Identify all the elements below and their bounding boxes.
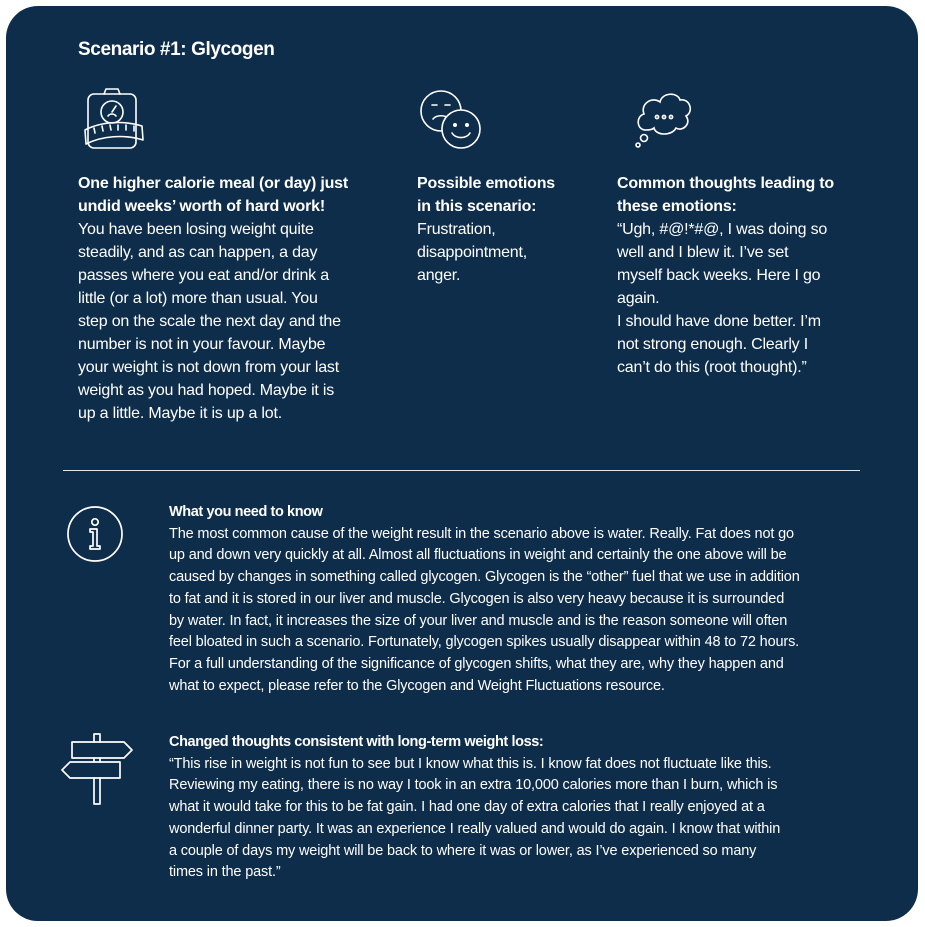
scenario-title: Scenario #1: Glycogen bbox=[78, 39, 275, 60]
scenario-heading: One higher calorie meal (or day) just undid weeks’ worth of hard work! bbox=[78, 175, 349, 215]
signpost-icon bbox=[60, 732, 134, 806]
scenario-card bbox=[6, 6, 918, 921]
thoughts-quote: “Ugh, #@!*#@, I was doing so well and I blew it. I’ve set myself back weeks. Here I go again. I should have done better. I’m not strong enough. Clearly I can’t do this (root thought).” bbox=[617, 221, 828, 376]
need-to-know-section bbox=[169, 502, 869, 697]
changed-thoughts-heading: Changed thoughts consistent with long-term weight loss: bbox=[169, 734, 544, 750]
emotions-list: Frustration, disappointment, anger. bbox=[417, 221, 527, 284]
info-icon bbox=[66, 505, 124, 563]
scale-tape-icon bbox=[82, 86, 148, 154]
emotion-faces-icon bbox=[417, 88, 485, 152]
thought-bubble-icon bbox=[632, 86, 696, 152]
scenario-description-column bbox=[78, 172, 378, 425]
changed-thoughts-section bbox=[169, 732, 869, 884]
emotions-heading: Possible emotions in this scenario: bbox=[417, 175, 555, 215]
thoughts-heading: Common thoughts leading to these emotions: bbox=[617, 175, 834, 215]
section-divider bbox=[63, 470, 860, 471]
need-to-know-text: The most common cause of the weight result in the scenario above is water. Really. Fat does not go up and down very quickly at all. Almost all fluctuations in weight and certainly the one above will be caused by changes in something called glycogen. Glycogen is the “other” fuel that we use in addition to fat and it is stored in our liver and muscle. Glycogen is also very heavy because it is surrounded by water. In fact, it increases the size of your liver and muscle and is the reason someone will often feel bloated in such a scenario. Fortunately, glycogen spikes usually disappear within 48 to 72 hours. For a full understanding of the significance of glycogen shifts, what they are, why they happen and what to expect, please refer to the Glycogen and Weight Fluctuations resource. bbox=[169, 525, 800, 694]
thoughts-column bbox=[617, 172, 867, 379]
scenario-description: You have been losing weight quite steadily, and as can happen, a day passes where you eat and/or drink a little (or a lot) more than usual. You step on the scale the next day and the number is not in your favour. Maybe your weight is not down from your last weight as you had hoped. Maybe it is up a little. Maybe it is up a lot. bbox=[78, 221, 341, 422]
need-to-know-heading: What you need to know bbox=[169, 504, 323, 520]
emotions-column bbox=[417, 172, 587, 287]
changed-thoughts-text: “This rise in weight is not fun to see but I know what this is. I know fat does not fluctuate like this. Reviewing my eating, there is no way I took in an extra 10,000 calories more than I burn, which is what it would take for this to be fat gain. I had one day of extra calories that I really enjoyed at a wonderful dinner party. It was an experience I really valued and would do again. I know that within a couple of days my weight will be back to where it was or lower, as I’ve experienced so many times in the past.” bbox=[169, 755, 781, 881]
